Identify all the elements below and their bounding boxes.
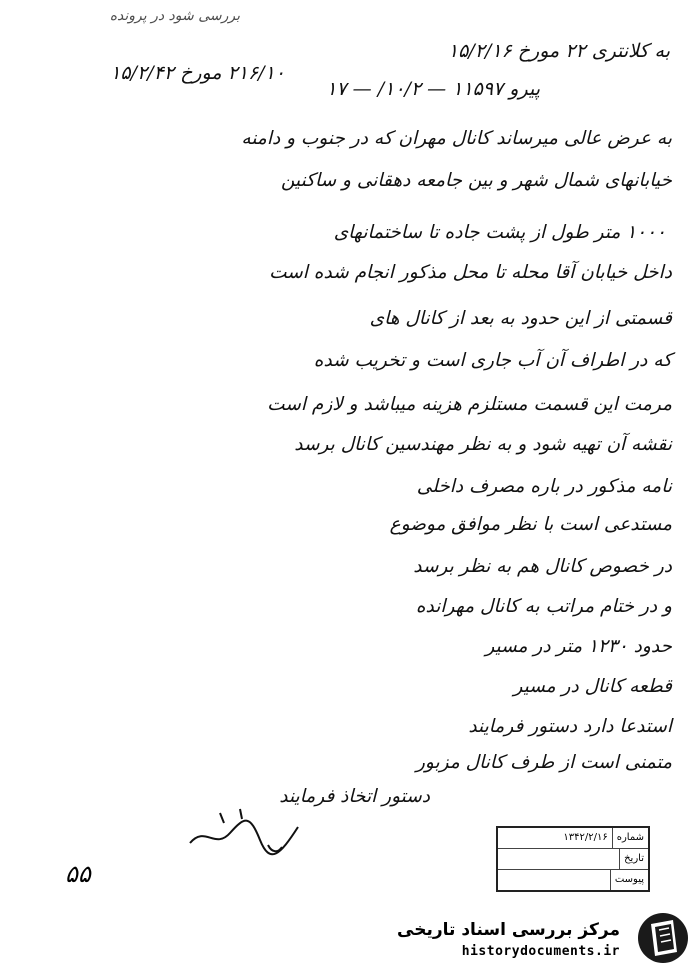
history-documents-logo-icon — [637, 912, 689, 964]
footer-url: historydocuments.ir — [461, 944, 620, 959]
page-number: ۵۵ — [65, 860, 91, 888]
stamp-row — [498, 828, 648, 849]
stamp-label: تاریخ — [619, 849, 648, 869]
signature — [180, 805, 310, 860]
stamp-row — [498, 849, 648, 870]
body-line: مستدعی است با نظر موافق موضوع — [389, 514, 672, 535]
stamp-label: شماره — [612, 828, 648, 848]
header-line-1: به کلانتری ۲۲ مورخ ۱۵/۲/۱۶ — [447, 40, 670, 62]
body-line: متمنی است از طرف کانال مزبور — [415, 752, 672, 773]
header-line-3: پیرو ۱۱۵۹۷ — ۱۰/۲/ — ۱۷ — [326, 78, 540, 100]
stamp-label: پیوست — [610, 870, 648, 890]
body-line: مرمت این قسمت مستلزم هزینه میباشد و لازم است — [267, 394, 672, 415]
body-line: قطعه کانال در مسیر — [513, 676, 672, 697]
registration-stamp — [496, 826, 650, 892]
stamp-row — [498, 870, 648, 890]
top-note: بررسی شود در پرونده — [109, 8, 240, 24]
body-line: نامه مذکور در باره مصرف داخلی — [416, 476, 672, 497]
body-line: به عرض عالی میرساند کانال مهران که در جنوب و دامنه — [241, 128, 672, 149]
body-line: و در ختام مراتب به کانال مهرانده — [415, 596, 672, 617]
body-line: دستور اتخاذ فرمایند — [279, 786, 430, 807]
body-line: خیابانهای شمال شهر و بین جامعه دهقانی و ساکنین — [280, 170, 672, 191]
body-line: نقشه آن تهیه شود و به نظر مهندسین کانال برسد — [294, 434, 672, 455]
body-line: ۱۰۰۰ متر طول از پشت جاده تا ساختمانهای — [333, 222, 666, 243]
footer-org-name: مرکز بررسی اسناد تاریخی — [397, 920, 620, 940]
body-line: در خصوص کانال هم به نظر برسد — [413, 556, 672, 577]
body-line: قسمتی از این حدود به بعد از کانال های — [369, 308, 672, 329]
body-line: استدعا دارد دستور فرمایند — [468, 716, 672, 737]
header-line-2: ۲۱۶/۱۰ مورخ ۱۵/۲/۴۲ — [110, 62, 285, 84]
stamp-value: ۱۳۴۲/۲/۱۶ — [563, 832, 608, 843]
body-line: حدود ۱۲۳۰ متر در مسیر — [485, 636, 672, 657]
body-line: داخل خیابان آقا محله تا محل مذکور انجام شده است — [269, 262, 672, 283]
body-line: که در اطراف آن آب جاری است و تخریب شده — [313, 350, 672, 371]
